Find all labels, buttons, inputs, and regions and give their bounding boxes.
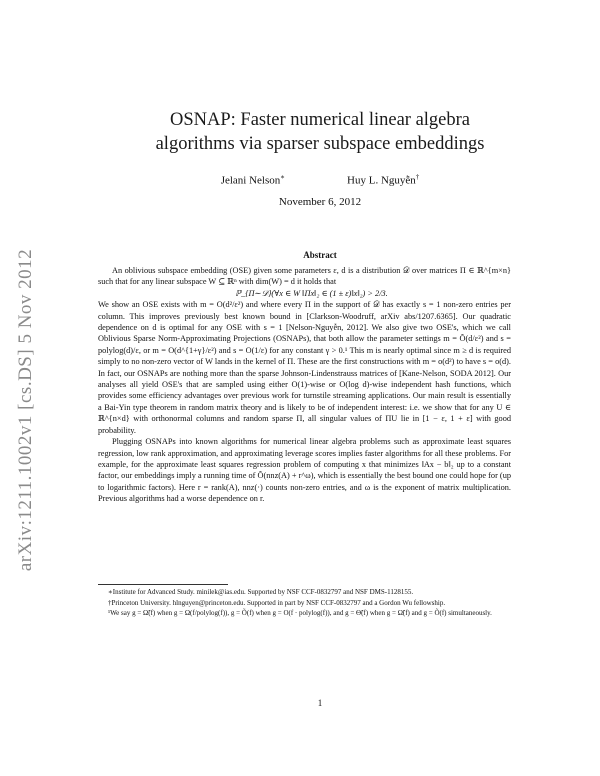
author-2 [347, 173, 419, 187]
author-2-mark: † [415, 173, 420, 181]
footnote-rule [98, 584, 228, 585]
abstract-display-equation: ℙ_{Π∼𝒟}(∀x ∈ W ‖Πx‖₂ ∈ (1 ± ε)‖x‖₂) > 2/3. [235, 288, 388, 298]
abstract-paragraph-3: Plugging OSNAPs into known algorithms for numerical linear algebra problems such as approximate least squares regression, low rank approximation, and approximating leverage scores implies faster algorithms for all these problems. For example, for the approximate least squares regression problem of computing x that minimizes ‖Ax − b‖₂ up to a constant factor, our embeddings imply a running time of Õ(nnz(A) + r^ω), which is essentially the best bound one could hope for (up to logarithmic factors). Here r = rank(A), nnz(·) counts non-zero entries, and ω is the exponent of matrix multiplication. Previous algorithms had a worse dependence on r. [98, 437, 511, 504]
abstract-paragraph-2: We show an OSE exists with m = O(d²/ε²) and where every Π in the support of 𝒟 has exactly s = 1 non-zero entries per column. This improves previously best known bound in [Clarkson-Woodruff, arXiv abs/1207.6365]. Our quadratic dependence on d is optimal for any OSE with s = 1 [Nelson-Nguyễn, 2012]. We also give two OSE's, which we call Oblivious Sparse Norm-Approximating Projections (OSNAPs), that both allow the parameter settings m = Õ(d/ε²) and s = polylog(d)/ε, or m = O(d^{1+γ}/ε²) and s = O(1/ε) for any constant γ > 0.¹ This m is nearly optimal since m ≥ d is required simply to no non-zero vector of W lands in the kernel of Π. These are the first constructions with m = o(d²) to have s = o(d). In fact, our OSNAPs are nothing more than the sparse Johnson-Lindenstrauss matrices of [Kane-Nelson, SODA 2012]. Our analyses all yield OSE's that are sampled using either O(1)-wise or O(log d)-wise independent hash functions, which provides some efficiency advantages over previous work for turnstile streaming applications. Our main result is essentially a Bai-Yin type theorem in random matrix theory and is likely to be of independent interest: i.e. we show that for any U ∈ ℝ^{n×d} with orthonormal columns and random sparse Π, all singular values of ΠU lie in [1 − ε, 1 + ε] with good probability. [98, 300, 511, 435]
author-list [100, 173, 540, 187]
abstract-heading: Abstract [303, 250, 337, 260]
author-2-name: Huy L. Nguyễn [347, 174, 416, 187]
paper-title [100, 108, 540, 156]
footnote-affiliation-1: ∗Institute for Advanced Study. minilek@ias.edu. Supported by NSF CCF-0832797 and NSF DMS-1128155. [108, 588, 414, 596]
arxiv-identifier-stamp [12, 200, 40, 620]
arxiv-identifier-text: arXiv:1211.1002v1 [cs.DS] 5 Nov 2012 [15, 248, 37, 572]
abstract-paragraph-1: An oblivious subspace embedding (OSE) given some parameters ε, d is a distribution 𝒟 over matrices Π ∈ ℝ^{m×n} such that for any linear subspace W ⊆ ℝⁿ with dim(W) = d it holds that [98, 266, 511, 287]
author-1-mark: ∗ [280, 173, 286, 181]
abstract-body [98, 265, 511, 505]
footnote-notation: ¹We say g = Ω̃(f) when g = Ω(f/polylog(f)), g = Õ(f) when g = O(f · polylog(f)), and g = Θ̃(f) when g = Ω̃(f) and g = Õ(f) simultaneously. [108, 609, 492, 618]
paper-date: November 6, 2012 [278, 196, 362, 208]
author-1-name: Jelani Nelson [220, 174, 281, 187]
title-line-2: algorithms via sparser subspace embeddings [155, 134, 485, 154]
footnote-affiliation-2: †Princeton University. hlnguyen@princeton.edu. Supported in part by NSF CCF-0832797 and a Gordon Wu fellowship. [108, 598, 446, 607]
footnotes [98, 584, 511, 620]
page-number: 1 [317, 698, 323, 708]
author-1 [221, 173, 285, 187]
title-line-1: OSNAP: Faster numerical linear algebra [169, 110, 471, 130]
